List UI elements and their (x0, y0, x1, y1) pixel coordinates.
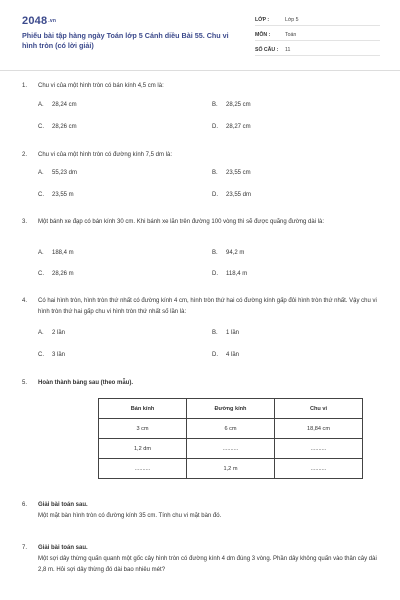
table-header: Đường kính (187, 399, 275, 419)
question-number: 7. (22, 545, 28, 551)
option-value: 118,4 m (226, 271, 248, 277)
question-number: 4. (22, 298, 28, 304)
option-letter: C. (38, 352, 44, 358)
option-letter: A. (38, 330, 44, 336)
logo-text: 2048 (22, 15, 48, 27)
meta-row-subject (255, 29, 380, 41)
option-a[interactable] (38, 170, 77, 176)
meta-value: Toán (285, 32, 297, 38)
option-letter: D. (212, 271, 218, 277)
option-letter: C. (38, 124, 44, 130)
table-header: Chu vi (275, 399, 363, 419)
option-c[interactable] (38, 352, 65, 358)
logo-suffix: .vn (48, 18, 57, 25)
table-row (99, 439, 363, 459)
option-b[interactable] (212, 170, 251, 176)
meta-row-class (255, 14, 380, 26)
table-cell: 1,2 m (187, 459, 275, 479)
question-text: Chu vi của một hình tròn có đường kính 7,5 dm là: (38, 152, 173, 158)
option-c[interactable] (38, 271, 74, 277)
option-letter: B. (212, 250, 218, 256)
table-cell: 1,2 dm (99, 439, 187, 459)
meta-label: SỐ CÂU : (255, 47, 279, 53)
option-value: 94,2 m (226, 250, 245, 256)
question-text: Một bánh xe đạp có bán kính 30 cm. Khi bánh xe lăn trên đường 100 vòng thì sẽ được quãng đường dài là: (38, 219, 325, 225)
table-row (99, 419, 363, 439)
question-text: Giải bài toán sau. (38, 502, 88, 508)
question-text: Chu vi của một hình tròn có bán kính 4,5 cm là: (38, 83, 164, 89)
option-value: 28,25 cm (226, 102, 251, 108)
question-text: Giải bài toán sau. (38, 545, 88, 551)
option-c[interactable] (38, 124, 77, 130)
question-text: Có hai hình tròn, hình tròn thứ nhất có đường kính 4 cm, hình tròn thứ hai có đường kính gấp đôi hình tròn thứ nhất. Vậy chu vi hình tròn thứ hai gấp chu vi hình tròn thứ nhất số lần là: (38, 298, 377, 315)
table-cell: 3 cm (99, 419, 187, 439)
option-value: 2 lần (52, 330, 66, 336)
option-value: 23,55 dm (226, 192, 252, 198)
option-c[interactable] (38, 192, 74, 198)
option-d[interactable] (212, 271, 247, 277)
option-value: 3 lần (52, 352, 66, 358)
option-d[interactable] (212, 124, 251, 130)
table-header: Bán kính (99, 399, 187, 419)
option-value: 23,55 m (52, 192, 74, 198)
option-b[interactable] (212, 102, 251, 108)
option-letter: B. (212, 102, 218, 108)
fill-in-table (98, 398, 363, 479)
option-letter: D. (212, 192, 218, 198)
question-body: Một sợi dây thừng quấn quanh một gốc cây hình tròn có đường kính 4 dm đúng 3 vòng. Phần dây không quấn vào thân cây dài 2,8 m. Hỏi sợi dây thừng đó dài bao nhiêu mét? (38, 556, 377, 573)
option-a[interactable] (38, 250, 74, 256)
option-d[interactable] (212, 192, 251, 198)
option-b[interactable] (212, 330, 239, 336)
option-value: 23,55 cm (226, 170, 251, 176)
option-d[interactable] (212, 352, 239, 358)
meta-value: 11 (285, 47, 291, 53)
option-a[interactable] (38, 330, 65, 336)
table-cell: 18,84 cm (275, 419, 363, 439)
meta-value: Lớp 5 (285, 17, 299, 23)
option-value: 4 lần (226, 352, 240, 358)
table-row (99, 459, 363, 479)
option-value: 28,24 cm (52, 102, 77, 108)
page-title: Phiếu bài tập hàng ngày Toán lớp 5 Cánh diều Bài 55. Chu vi hình tròn (có lời giải) (22, 31, 229, 50)
option-letter: B. (212, 330, 218, 336)
option-letter: A. (38, 170, 44, 176)
option-b[interactable] (212, 250, 244, 256)
option-value: 55,23 dm (52, 170, 78, 176)
question-number: 3. (22, 219, 28, 225)
meta-label: MÔN : (255, 32, 271, 38)
option-letter: C. (38, 271, 44, 277)
question-body: Một mặt bàn hình tròn có đường kính 35 cm. Tính chu vi mặt bàn đó. (38, 513, 222, 519)
question-number: 2. (22, 152, 28, 158)
option-letter: A. (38, 250, 44, 256)
option-value: 28,26 m (52, 271, 74, 277)
table-header-row (99, 399, 363, 419)
option-letter: B. (212, 170, 218, 176)
question-text: Hoàn thành bảng sau (theo mẫu). (38, 380, 134, 386)
question-number: 1. (22, 83, 28, 89)
option-value: 1 lần (226, 330, 240, 336)
table-cell[interactable]: .......... (275, 439, 363, 459)
question-number: 5. (22, 380, 28, 386)
table-cell: 6 cm (187, 419, 275, 439)
option-letter: C. (38, 192, 44, 198)
site-logo[interactable] (22, 15, 56, 27)
option-letter: A. (38, 102, 44, 108)
option-letter: D. (212, 124, 218, 130)
meta-row-count (255, 44, 380, 56)
question-number: 6. (22, 502, 28, 508)
option-value: 188,4 m (52, 250, 74, 256)
option-a[interactable] (38, 102, 77, 108)
option-value: 28,27 cm (226, 124, 251, 130)
option-letter: D. (212, 352, 218, 358)
table-cell[interactable]: .......... (275, 459, 363, 479)
header-divider (0, 70, 400, 71)
table-cell[interactable]: .......... (187, 439, 275, 459)
meta-label: LỚP : (255, 17, 270, 23)
table-cell[interactable]: .......... (99, 459, 187, 479)
option-value: 28,26 cm (52, 124, 77, 130)
